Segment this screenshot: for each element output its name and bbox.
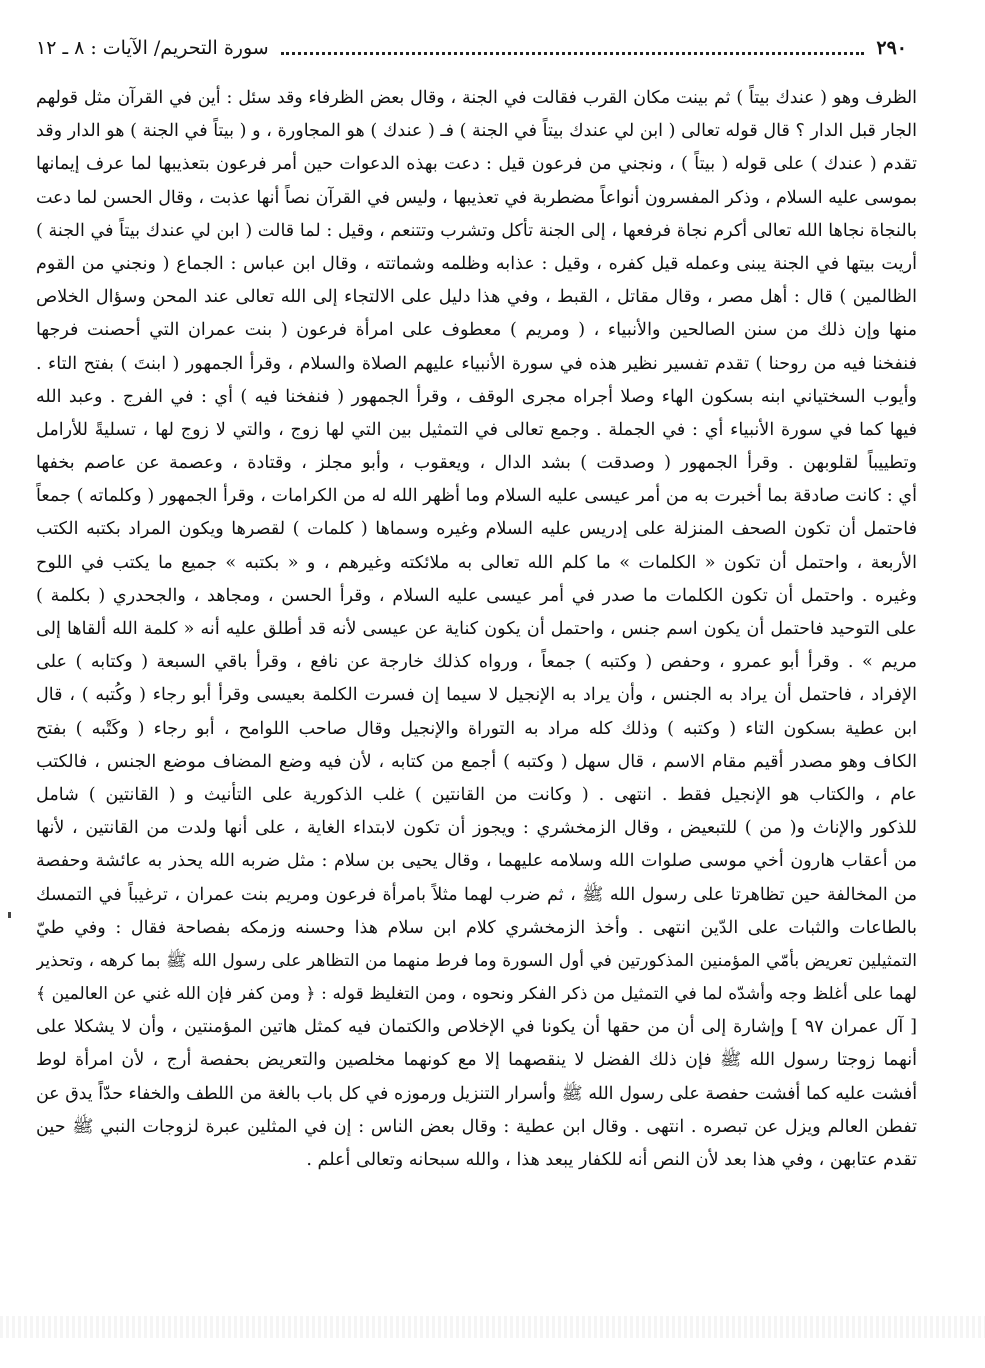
text-line: الأربعة ، واحتمل أن تكون « الكلمات » ما كلم الله تعالى به ملائكته وغيرهم ، و « بكتبه » جميع ما يكتب في اللوح — [36, 552, 917, 573]
text-line: بالنجاة نجاها الله تعالى أكرم نجاة فرفعها ، إلى الجنة تأكل وتشرب وتتنعم ، وقيل : لما قالت ( ابن لي عندك بيتاً في الجنة ) — [36, 220, 917, 241]
text-line: بموسى عليه السلام ، وذكر المفسرون أنواعاً مضطربة في تعذيبها ، وليس في القرآن نصاً أنها عذبت ، وقال الحسن لما دعت — [36, 187, 917, 208]
text-line: لهما على أغلظ وجه وأشدّه لما في التمثيل من ذكر الفكر ونحوه ، ومن التغليظ قوله : ﴿ ومن كفر فإن الله غني عن العالمين ﴾ — [36, 984, 917, 1005]
text-line: ابن عطية بسكون التاء ( وكتبه ) وذلك كله مراد به التوراة والإنجيل وقال صاحب اللوامح ، أبو رجاء ( وكَتْبه ) بفتح — [36, 718, 917, 739]
text-line: الإفراد ، فاحتمل أن يراد به الجنس ، وأن يراد به الإنجيل لا سيما إن فسرت الكلمة بعيسى وقرأ أبو رجاء ( وكُتبه ) ، قال — [36, 685, 917, 706]
text-line: بالطاعات والثبات على الدّين انتهى . وأخذ الزمخشري كلام ابن سلام هذا وحسنه وزمكه بفصاحة فقال : وفي طيّ — [36, 917, 917, 938]
text-line: تفطن العالم ويزل عن تبصره . انتهى . وقال ابن عطية : وقال بعض الناس : إن في المثلين عبرة لزوجات النبي ﷺ حين — [36, 1116, 917, 1137]
text-line-last: تقدم عتابهن ، وفي هذا بعد لأن النص أنه للكفار يبعد هذا ، والله سبحانه وتعالى أعلم . — [306, 1150, 917, 1170]
text-line: التمثيلين تعريض بأمّي المؤمنين المذكورتين في أول السورة وما فرط منهما من التظاهر على رسول الله ﷺ بما كرهه ، وتحذير — [36, 950, 917, 971]
running-header — [36, 26, 907, 70]
text-line: عام ، والكتاب هو الإنجيل فقط . انتهى . ( وكانت من القانتين ) غلب الذكورية على التأنيث و ( القانتين ) شامل — [36, 784, 917, 805]
text-line: تقدم ( عندك ) على قوله ( بيتاً ) ، ونجني من فرعون قيل : دعت بهذه الدعوات حين أمر فرعون بتعذيبها لما عرف إيمانها — [36, 154, 917, 175]
text-line: منها وإن ذلك من سنن الصالحين والأنبياء ، ( ومريم ) معطوف على امرأة فرعون ( بنت عمران التي أحصنت فرجها — [36, 320, 917, 341]
text-line: على التوحيد فاحتمل أن يكون اسم جنس ، واحتمل أن يكون كناية عن عيسى لأنه قد أطلق عليه أنه « كلمة الله ألقاها إلى — [36, 619, 917, 639]
text-line: من أعقاب هارون أخي موسى صلوات الله وسلامه عليهما ، وقال يحيى بن سلام : مثل ضربه الله يحذر به عائشة وحفصة — [36, 851, 917, 872]
text-line: الظالمين ) قال : أهل مصر ، وقال مقاتل ، القبط ، وفي هذا دليل على الالتجاء إلى الله تعالى عند المحن وسؤال الخلاص — [36, 287, 917, 308]
text-line: فيها كما في سورة الأنبياء أي : في الجملة . وجمع تعالى في التمثيل بين التي لها زوج ، والتي لا زوج لها ، تسليةً للأرامل — [36, 419, 917, 440]
text-line: [ آل عمران ٩٧ ] وإشارة إلى أن من حقها أن يكونا في الإخلاص والكتمان فيه كمثل هاتين المؤمنتين ، وأن لا يشكلا على — [36, 1017, 917, 1038]
text-line: فنفخنا فيه من روحنا ) تقدم تفسير نظير هذه في سورة الأنبياء عليهم الصلاة والسلام ، وقرأ الجمهور ( ابنتَ ) بفتح التاء . — [36, 353, 917, 374]
text-line: وغيره . واحتمل أن تكون الكلمات ما صدر في أمر عيسى عليه السلام ، وقرأ الحسن ، ومجاهد ، والجحدري ( بكلمة ) — [36, 585, 917, 606]
text-line: أفشت عليه كما أفشت حفصة على رسول الله ﷺ وأسرار التنزيل ورموزه في كل باب بالغة من اللطف والخفاء حدّاً يدق عن — [36, 1083, 917, 1104]
header-dotted-leader — [281, 52, 865, 55]
text-line: مريم » . وقرأ أبو عمرو ، وحفص ( وكتبه ) جمعاً ، ورواه كذلك خارجة عن نافع ، وقرأ باقي السبعة ( وكتابه ) على — [36, 652, 917, 673]
text-line: للذكور والإناث و( من ) للتبعيض ، وقال الزمخشري : ويجوز أن تكون لابتداء الغاية ، على أنها ولدت من القانتين ، لأنها — [36, 818, 917, 839]
text-line: الجار قبل الدار ؟ قال قوله تعالى ( ابن لي عندك بيتاً في الجنة ) فـ ( عندك ) هو المجاورة ، و ( بيتاً في الجنة ) هو الدار وقد — [36, 121, 917, 142]
text-line: وأيوب السختياني ابنه بسكون الهاء وصلا أجراه مجرى الوقف ، وقرأ الجمهور ( فنفخنا فيه ) أي : في الفرج . وعبد الله — [36, 386, 917, 407]
text-line: أريت بيتها في الجنة يبنى وعمله قيل كفره ، وقيل : عذابه وظلمه وشماتته ، وقال ابن عباس : الجماع ( ونجني من القوم — [36, 253, 917, 274]
text-line: وتطييباً لقلوبهن . وقرأ الجمهور ( وصدقت ) بشد الدال ، ويعقوب ، وأبو مجلز ، وقتادة ، وعصمة عن عاصم بخفها — [36, 453, 917, 474]
scan-bleed-through — [0, 1316, 985, 1338]
body-text — [36, 82, 917, 1177]
text-line: أنهما زوجتا رسول الله ﷺ فإن ذلك الفضل لا ينقصهما إلا مع كونهما مخلصين والتعريض بحفصة أرج ، لأن امرأة لوط — [36, 1050, 917, 1071]
surah-title: سورة التحريم/ الآيات : ٨ ـ ١٢ — [36, 37, 269, 59]
text-line: من المخالفة حين تظاهرتا على رسول الله ﷺ ، ثم ضرب لهما مثلاً بامرأة فرعون ومريم بنت عمران ، ترغيباً في التمسك — [36, 884, 917, 905]
margin-mark — [8, 912, 11, 918]
text-line: الظرف وهو ( عندك بيتاً ) ثم بينت مكان القرب فقالت في الجنة ، وقال بعض الظرفاء وقد سئل : أين في القرآن مثل قولهم — [36, 88, 917, 108]
text-line: فاحتمل أن تكون الصحف المنزلة على إدريس عليه السلام وغيره وسماها ( كلمات ) لقصرها ويكون المراد بكتبه الكتب — [36, 519, 917, 540]
page-number: ٢٩٠ — [876, 37, 907, 59]
text-line: الكاف وهو مصدر أقيم مقام الاسم ، قال سهل ( وكتبه ) أجمع من كتابه ، لأن فيه وضع المضاف موضع الجنس ، فالكتب — [36, 751, 917, 772]
text-line: أي : كانت صادقة بما أخبرت به من أمر عيسى عليه السلام وما أظهر الله له من الكرامات ، وقرأ الجمهور ( وكلماته ) جمعاً — [36, 486, 917, 507]
